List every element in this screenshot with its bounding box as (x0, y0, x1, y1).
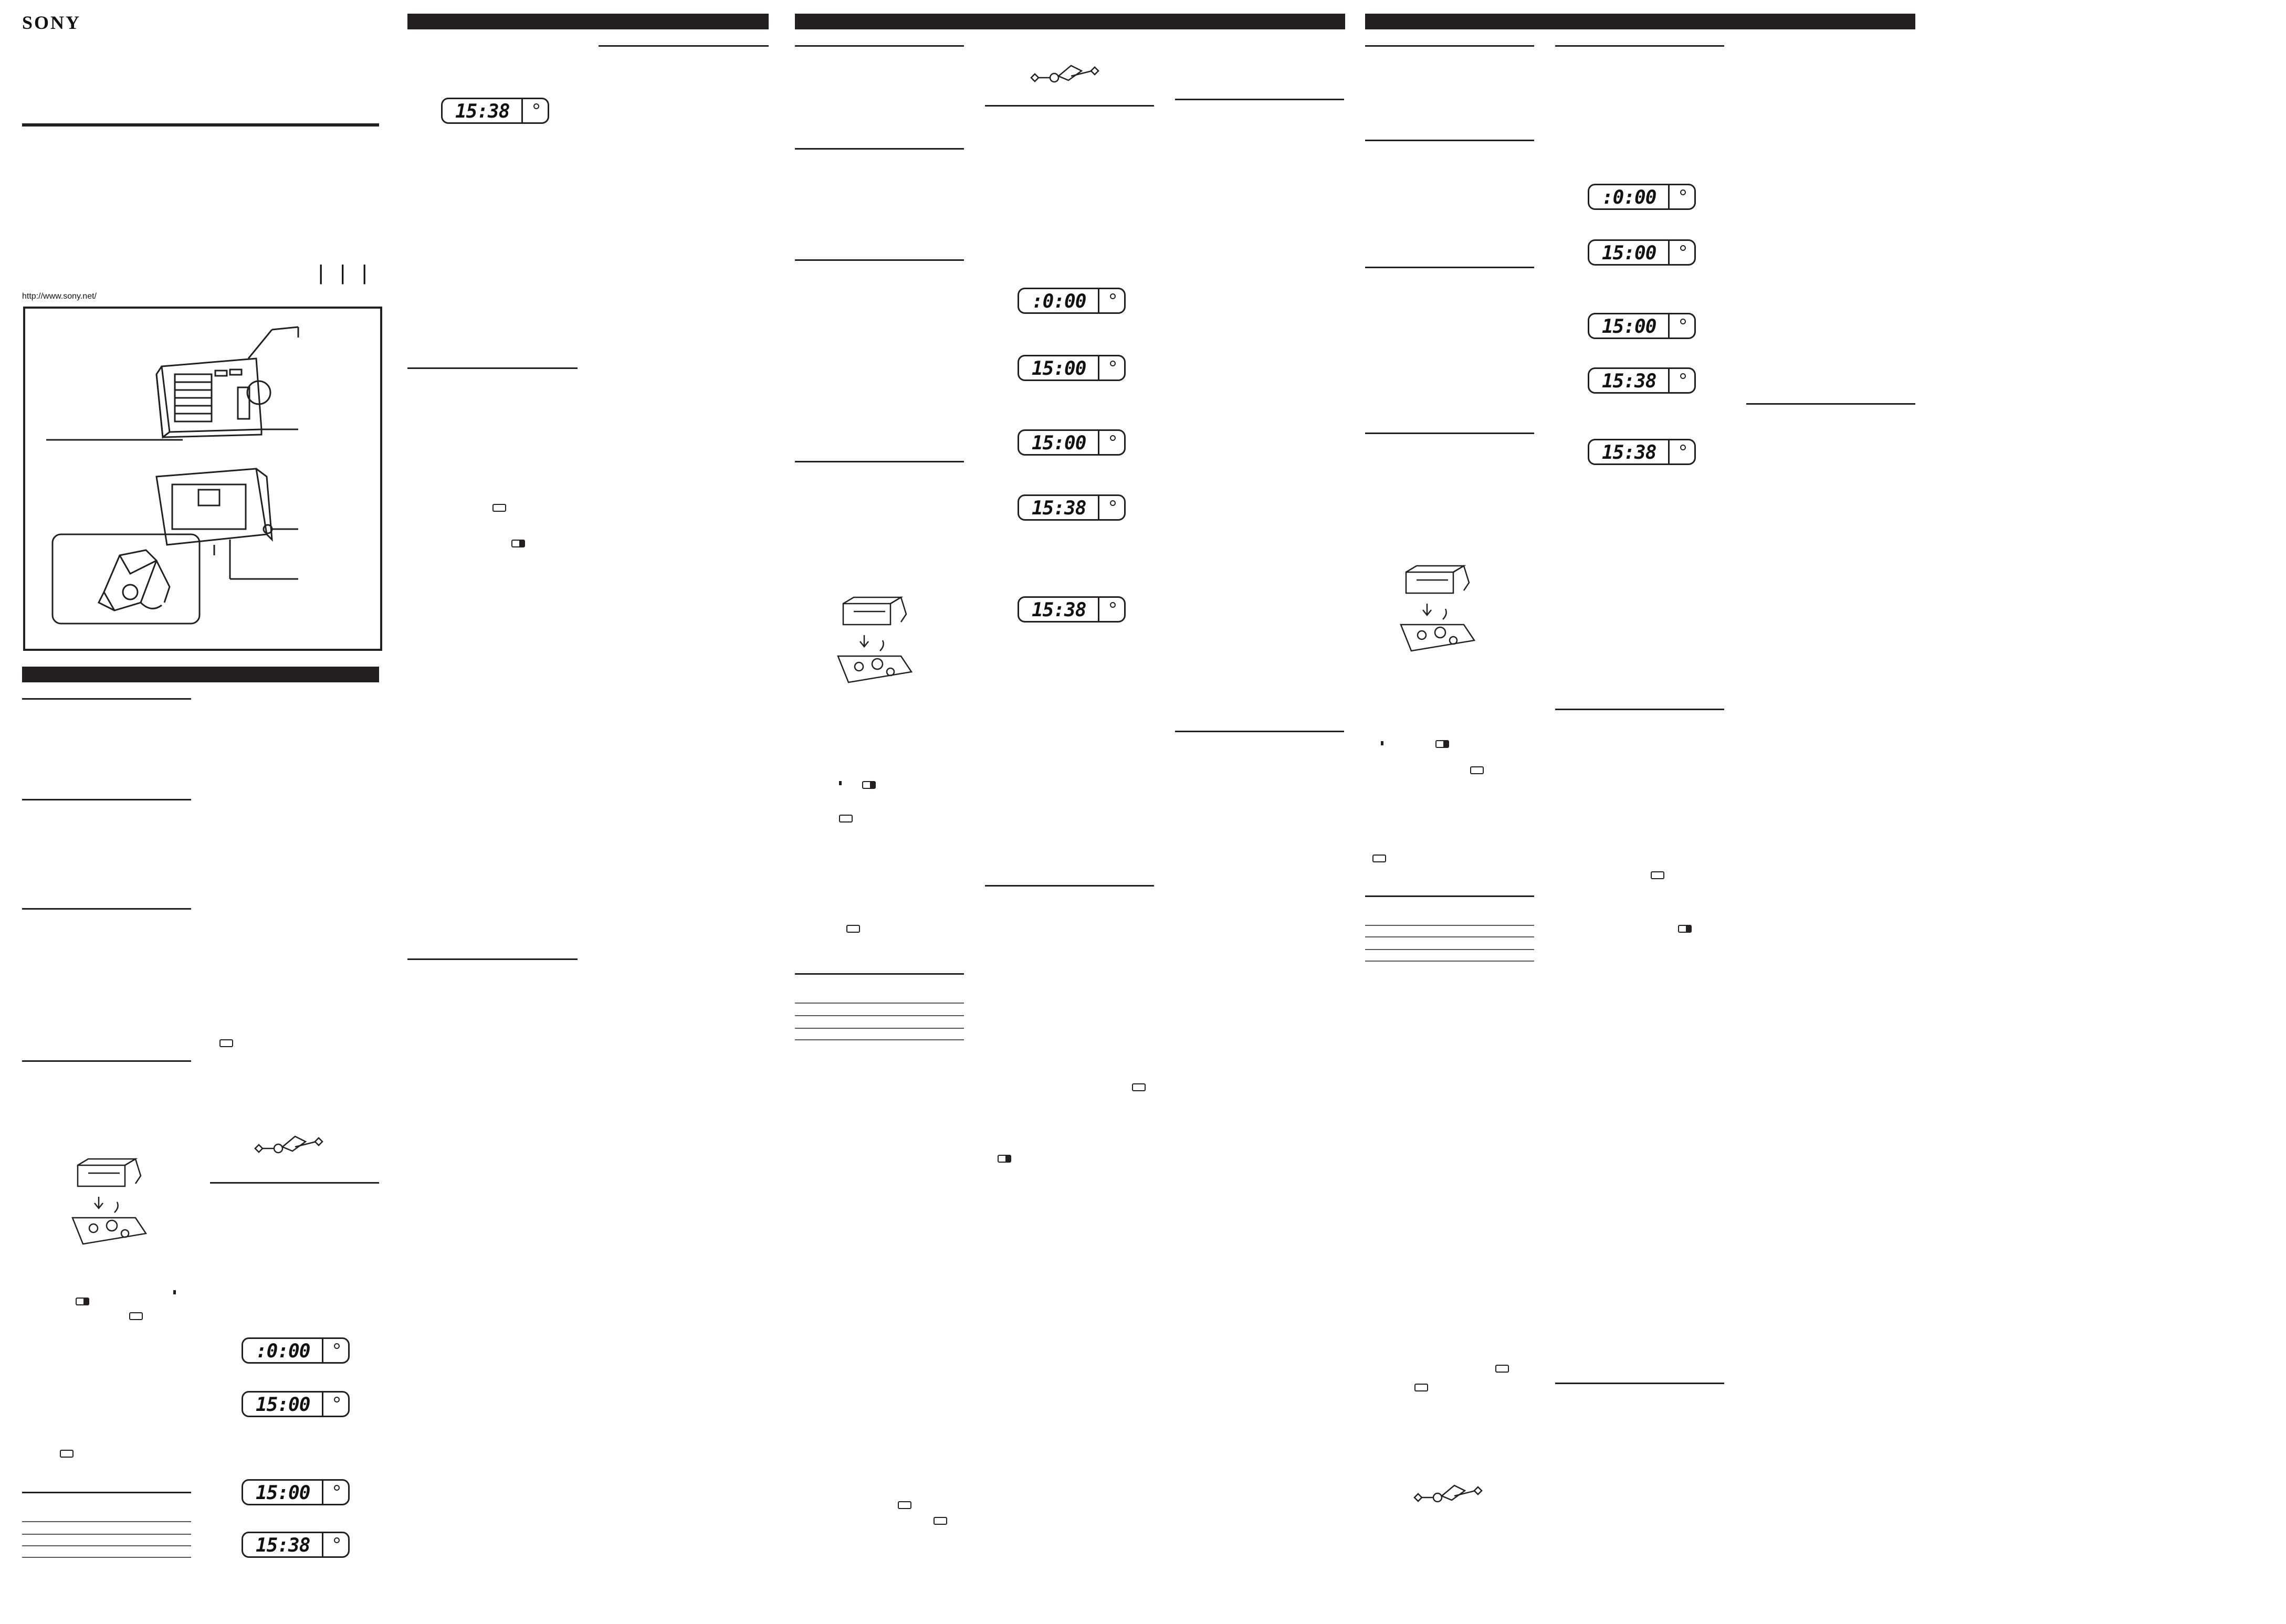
lcd-display-1500 (242, 1391, 350, 1417)
table-line (1365, 936, 1534, 937)
button-symbol (846, 925, 860, 933)
heading-rule (22, 1060, 191, 1062)
lcd-divider (1668, 314, 1670, 338)
table-line (1365, 925, 1534, 926)
lcd-dot (1110, 500, 1116, 506)
heading-rule (22, 1492, 191, 1493)
lcd-divider (1098, 496, 1099, 519)
button-symbol (1651, 871, 1664, 879)
table-line (795, 1028, 964, 1029)
lcd-time: 15:38 (1602, 442, 1656, 463)
lcd-divider (1668, 185, 1670, 208)
lcd-dot (1680, 445, 1686, 450)
heading-rule (22, 908, 191, 910)
title-rule (22, 123, 379, 126)
lcd-divider (1668, 241, 1670, 264)
tuning-knob-figure (1412, 1475, 1486, 1506)
brand-logo: SONY (22, 12, 81, 33)
button-symbol (934, 1517, 947, 1525)
button-symbol (1414, 1384, 1428, 1391)
battery-indicator-symbol (998, 1155, 1011, 1163)
lcd-display-000 (1588, 184, 1696, 210)
lcd-dot (334, 1537, 340, 1543)
button-symbol (1470, 766, 1484, 774)
lcd-divider (322, 1533, 323, 1556)
lcd-time: 15:00 (256, 1482, 310, 1504)
lcd-divider (1098, 598, 1099, 621)
lcd-divider (1098, 356, 1099, 379)
mark-dot (839, 781, 842, 785)
section-band-col3 (795, 14, 1345, 29)
lcd-display-1538 (242, 1532, 350, 1558)
lcd-display-1500 (242, 1479, 350, 1505)
button-symbol (219, 1039, 233, 1047)
lcd-dot (1110, 293, 1116, 299)
lcd-time: :0:00 (1602, 187, 1656, 208)
lcd-time: 15:38 (1602, 371, 1656, 392)
battery-indicator-symbol (862, 781, 876, 789)
battery-indicator-symbol (1435, 740, 1449, 748)
lcd-divider (322, 1339, 323, 1362)
lcd-dot (1110, 361, 1116, 366)
lcd-divider (1668, 369, 1670, 392)
button-symbol (1372, 855, 1386, 862)
heading-rule (1365, 45, 1534, 47)
heading-rule (1365, 895, 1534, 897)
lcd-time: 15:38 (256, 1535, 310, 1556)
tuning-knob-figure (253, 1126, 327, 1157)
lcd-divider (322, 1393, 323, 1416)
lcd-display-1538 (1018, 596, 1126, 623)
lcd-display-000 (242, 1337, 350, 1364)
heading-rule (985, 105, 1154, 107)
heading-rule (1555, 45, 1724, 47)
heading-rule (985, 885, 1154, 887)
lcd-display-1538 (441, 98, 549, 124)
mark-dot (1381, 741, 1383, 745)
table-line (22, 1521, 191, 1522)
battery-indicator-symbol (1678, 925, 1692, 933)
product-illustration (23, 307, 382, 651)
battery-insertion-figure (67, 1155, 151, 1260)
lcd-display-1538 (1588, 367, 1696, 394)
heading-rule (22, 698, 191, 700)
button-symbol (60, 1450, 74, 1458)
table-line (22, 1534, 191, 1535)
lcd-time: 15:38 (1032, 599, 1086, 621)
battery-insertion-figure (1396, 562, 1480, 667)
heading-rule (407, 958, 578, 960)
heading-rule (1746, 403, 1915, 405)
heading-rule (1555, 709, 1724, 710)
section-band-col4 (1365, 14, 1915, 29)
table-line (1365, 949, 1534, 950)
tuning-knob-figure (1029, 55, 1103, 87)
model-marks: | | | (318, 261, 373, 284)
table-line (22, 1557, 191, 1558)
heading-rule (795, 148, 964, 150)
lcd-time: :0:00 (256, 1341, 310, 1362)
heading-rule (599, 45, 769, 47)
lcd-time: 15:38 (455, 101, 510, 122)
lcd-display-1500 (1018, 355, 1126, 381)
heading-rule (407, 367, 578, 369)
lcd-dot (334, 1397, 340, 1402)
lcd-divider (1098, 289, 1099, 312)
button-symbol (492, 504, 506, 512)
button-symbol (1132, 1083, 1146, 1091)
section-band-col1 (22, 667, 379, 682)
lcd-time: 15:00 (1032, 433, 1086, 454)
lcd-dot (1680, 245, 1686, 251)
lcd-time: 15:00 (1602, 316, 1656, 338)
lcd-display-000 (1018, 288, 1126, 314)
button-symbol (898, 1501, 911, 1509)
lcd-display-1538 (1588, 439, 1696, 465)
lcd-display-1500 (1588, 313, 1696, 339)
lcd-divider (521, 99, 523, 122)
lcd-divider (1668, 440, 1670, 463)
battery-indicator-symbol (76, 1298, 89, 1305)
button-symbol (1495, 1365, 1509, 1373)
heading-rule (795, 973, 964, 975)
button-symbol (839, 815, 853, 822)
heading-rule (1175, 99, 1344, 100)
lcd-dot (334, 1485, 340, 1491)
lcd-time: 15:00 (1602, 242, 1656, 264)
table-line (1365, 961, 1534, 962)
heading-rule (210, 1182, 379, 1184)
lcd-time: 15:00 (256, 1394, 310, 1416)
heading-rule (1555, 1383, 1724, 1384)
battery-indicator-symbol (511, 540, 525, 547)
lcd-dot (1110, 602, 1116, 608)
mark-dot (173, 1290, 176, 1294)
button-symbol (129, 1312, 143, 1320)
heading-rule (1175, 731, 1344, 732)
heading-rule (1365, 433, 1534, 434)
section-band-col2 (407, 14, 769, 29)
heading-rule (795, 45, 964, 47)
lcd-time: 15:38 (1032, 498, 1086, 519)
heading-rule (1365, 140, 1534, 141)
lcd-display-1500 (1018, 429, 1126, 456)
heading-rule (22, 799, 191, 800)
website-url[interactable]: http://www.sony.net/ (22, 292, 97, 301)
lcd-time: :0:00 (1032, 291, 1086, 312)
lcd-dot (1680, 189, 1686, 195)
table-line (795, 1039, 964, 1040)
lcd-dot (334, 1343, 340, 1349)
table-line (22, 1545, 191, 1546)
table-line (795, 1003, 964, 1004)
heading-rule (1365, 267, 1534, 268)
lcd-dot (1680, 373, 1686, 379)
heading-rule (795, 259, 964, 261)
lcd-display-1538 (1018, 494, 1126, 521)
lcd-divider (322, 1481, 323, 1504)
lcd-divider (1098, 431, 1099, 454)
lcd-dot (1680, 319, 1686, 324)
battery-insertion-figure (833, 593, 917, 698)
heading-rule (795, 461, 964, 462)
lcd-dot (1110, 435, 1116, 441)
lcd-time: 15:00 (1032, 358, 1086, 379)
table-line (795, 1015, 964, 1016)
lcd-display-1500 (1588, 239, 1696, 266)
lcd-dot (533, 103, 539, 109)
